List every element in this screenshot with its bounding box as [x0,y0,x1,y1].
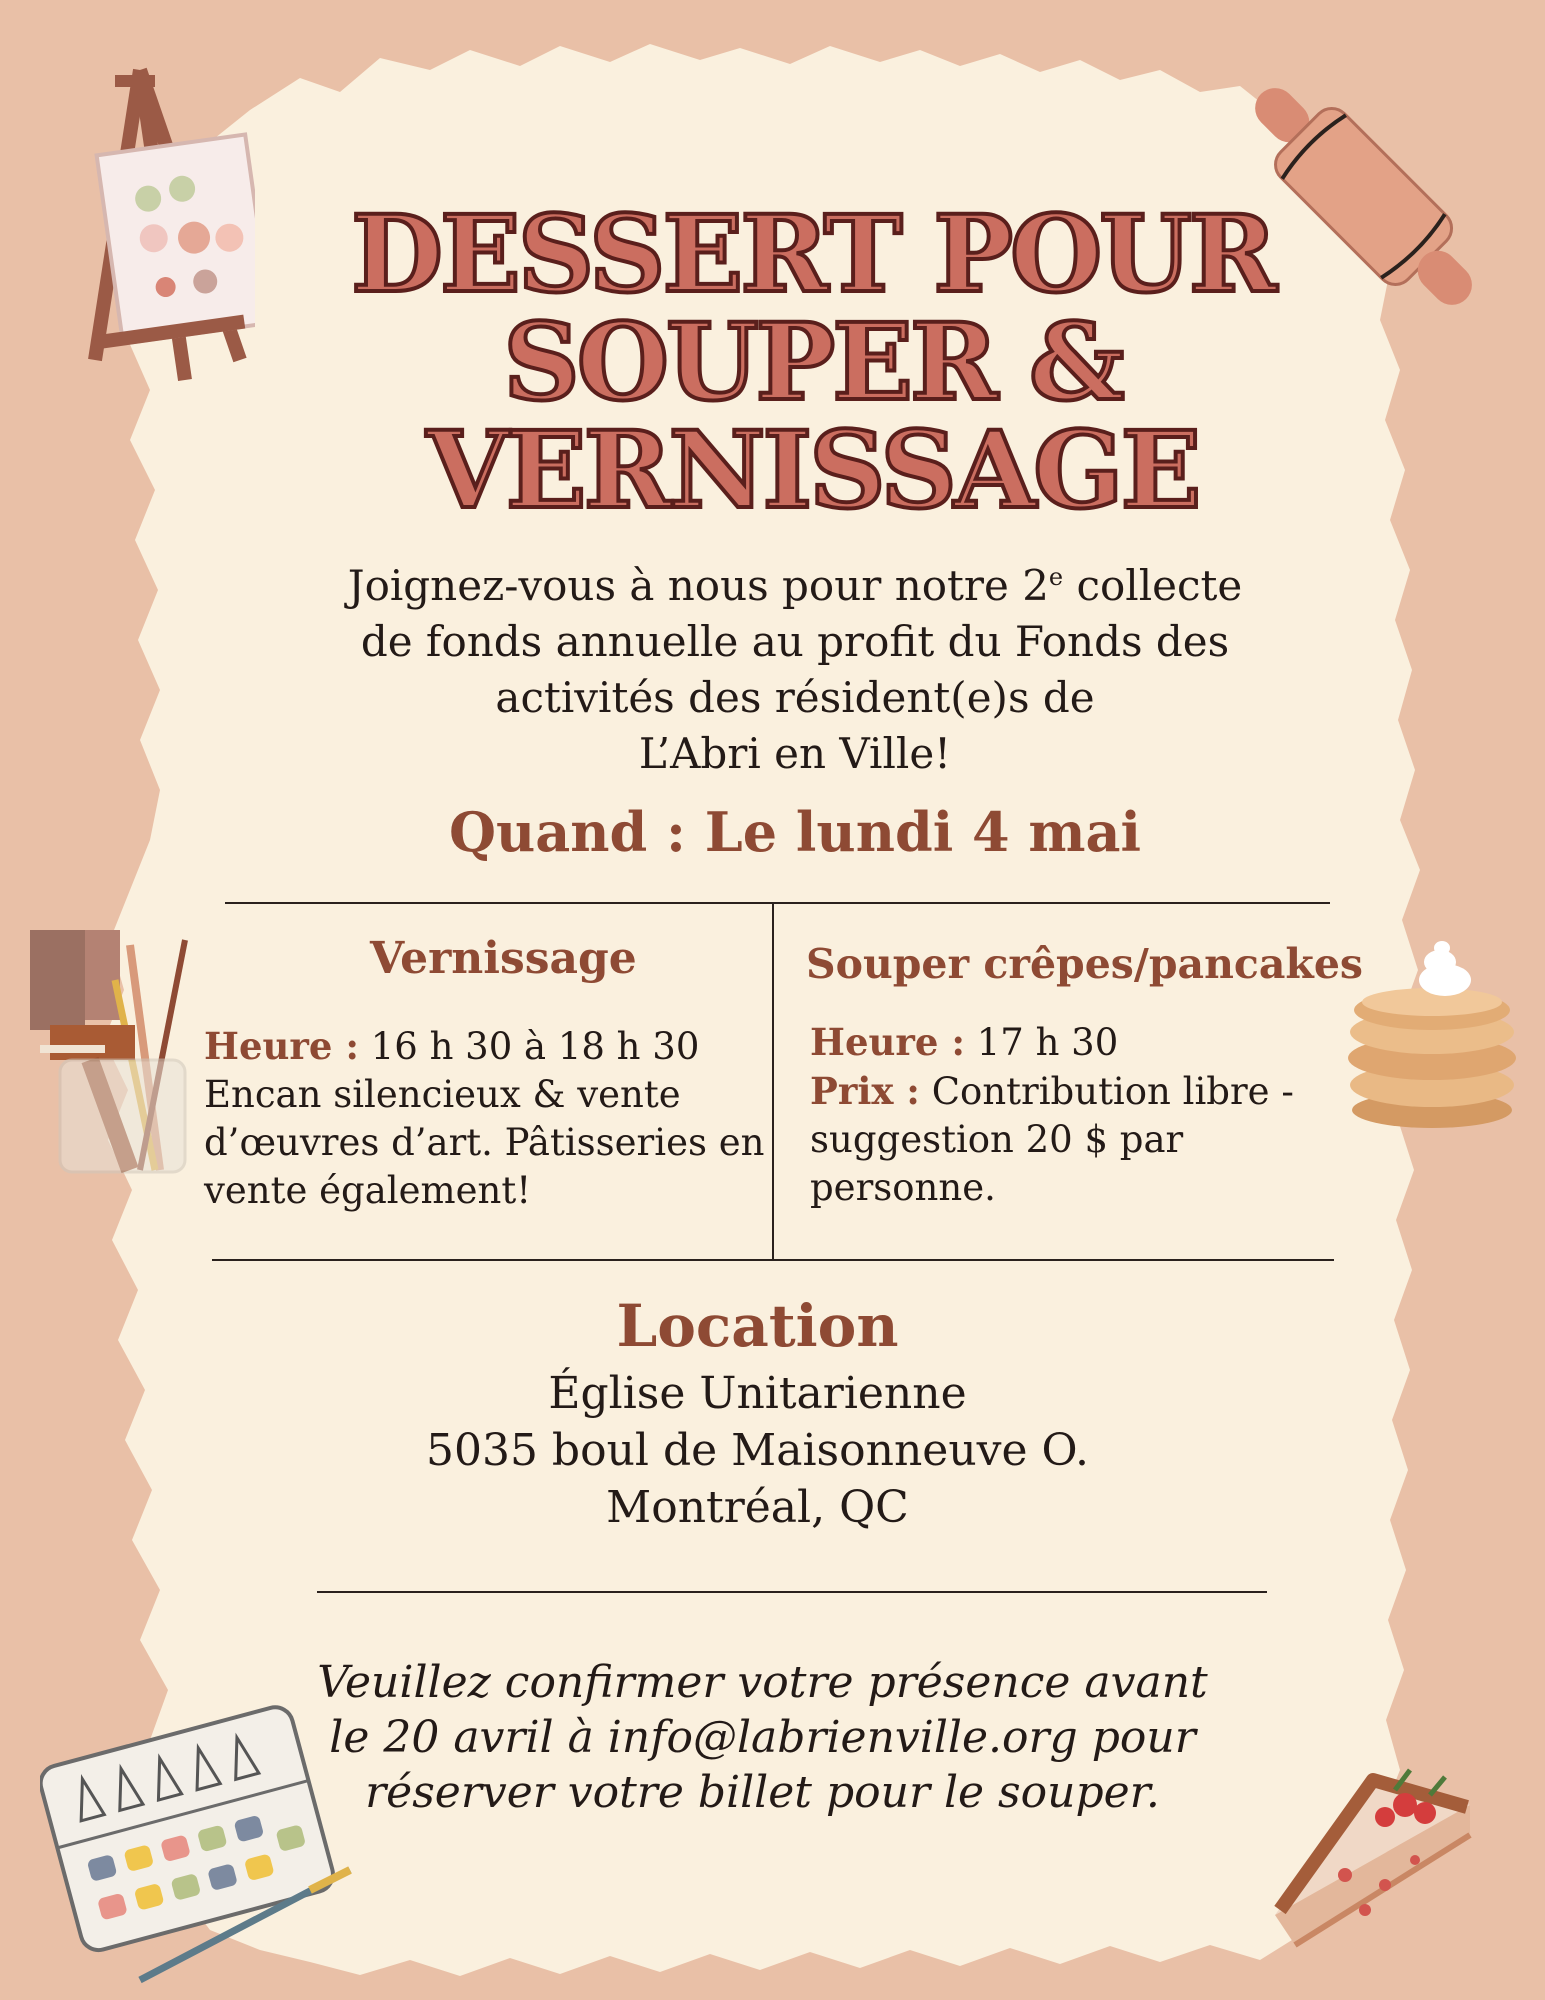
location-line-1: Église Unitarienne [548,1368,967,1419]
location-line-2: 5035 boul de Maisonneuve O. [425,1425,1090,1476]
intro-line-4: L’Abri en Ville! [638,729,952,778]
title-line-1: DESSERT POUR [351,191,1274,316]
paintbrush-jar-icon [20,920,190,1175]
easel-icon [55,60,255,390]
vernissage-line-3: d’œuvres d’art. Pâtisseries en [204,1121,765,1164]
intro-line-2: de fonds annuelle au profit du Fonds des [360,617,1230,666]
vernissage-heading: Vernissage [370,933,637,984]
divider-top [225,902,1330,904]
souper-details [810,1018,1330,1212]
souper-line-3: suggestion 20 $ par [810,1118,1184,1161]
divider-middle [212,1259,1334,1261]
divider-bottom [317,1591,1267,1593]
location-line-3: Montréal, QC [606,1482,909,1533]
rsvp-text [300,1655,1225,1820]
souper-price-value: Contribution libre - [919,1070,1294,1113]
vernissage-line-2: Encan silencieux & vente [204,1073,681,1116]
title-line-3: VERNISSAGE [426,407,1199,532]
intro-line-1a: Joignez-vous à nous pour notre 2 [347,561,1049,610]
pie-slice-icon [1255,1735,1485,1960]
location-heading: Location [616,1292,899,1360]
rsvp-line-3: réserver votre billet pour le souper. [365,1767,1160,1818]
intro-text [290,558,1300,782]
vernissage-line-4: vente également! [204,1169,532,1212]
souper-heading: Souper crêpes/pancakes [806,940,1364,988]
vernissage-time-value: 16 h 30 à 18 h 30 [358,1025,700,1068]
intro-line-3: activités des résident(e)s de [495,673,1095,722]
souper-time-value: 17 h 30 [964,1021,1119,1064]
page-title [300,191,1325,532]
rsvp-line-2: le 20 avril à info@labrienville.org pour [329,1712,1196,1763]
rsvp-line-1: Veuillez confirmer votre présence avant [317,1657,1208,1708]
vernissage-time-label: Heure : [204,1024,359,1068]
pancake-stack-icon [1340,940,1525,1130]
souper-line-4: personne. [810,1166,996,1209]
souper-price-label: Prix : [810,1069,920,1113]
intro-superscript: e [1048,563,1064,591]
souper-time-label: Heure : [810,1020,965,1064]
intro-line-1b: collecte [1063,561,1243,610]
location-address [300,1365,1215,1536]
title-line-2: SOUPER & [503,299,1122,424]
event-date: Quand : Le lundi 4 mai [448,800,1142,864]
vernissage-details [204,1022,774,1215]
